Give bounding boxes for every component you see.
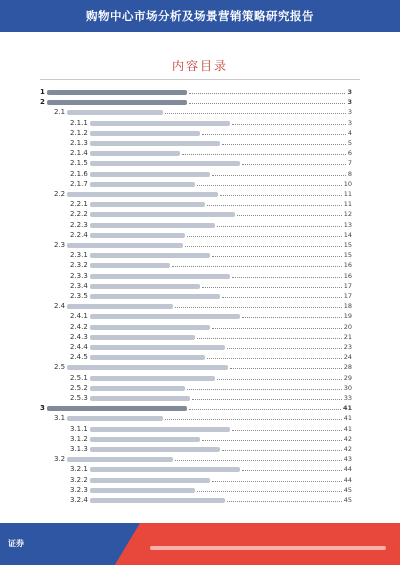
toc-entry-number: 2.4.5: [70, 353, 88, 362]
toc-entry-number: 2.1.4: [70, 149, 88, 158]
toc-entry-label: [54, 241, 184, 249]
toc-entry-page: 30: [343, 383, 352, 392]
toc-entry-page: 3: [347, 88, 352, 96]
toc-entry-number: 2.2.2: [70, 210, 88, 219]
toc-entry-text-placeholder: [90, 467, 240, 472]
toc-entry-label: [70, 231, 186, 239]
toc-entry[interactable]: [40, 168, 352, 178]
toc-entry[interactable]: [40, 361, 352, 371]
toc-entry-text-placeholder: [90, 294, 220, 299]
toc-entry-page: 13: [343, 220, 352, 229]
toc-entry-text-placeholder: [90, 131, 200, 136]
toc-entry-page: 17: [343, 281, 352, 290]
toc-heading: 内容目录: [171, 59, 228, 73]
toc-leader-dots: [227, 500, 342, 502]
toc-entry-page: 29: [343, 373, 352, 382]
toc-entry-label: [54, 455, 174, 463]
toc-entry-text-placeholder: [90, 172, 210, 177]
report-title: 购物中心市场分析及场景营销策略研究报告: [86, 9, 314, 23]
toc-leader-dots: [182, 153, 346, 155]
toc-entry[interactable]: [40, 331, 352, 341]
toc-entry-text-placeholder: [90, 447, 220, 452]
toc-entry-text-placeholder: [90, 263, 170, 268]
toc-entry-text-placeholder: [90, 325, 210, 330]
toc-entry-page: 3: [347, 118, 352, 127]
toc-entry-label: [54, 108, 164, 116]
toc-entry-text-placeholder: [90, 223, 215, 228]
toc-entry-number: 3.2.4: [70, 496, 88, 504]
toc-entry-text-placeholder: [90, 233, 185, 238]
toc-entry-label: [70, 149, 181, 157]
toc-entry-number: 2.2: [54, 190, 66, 198]
toc-entry-page: 23: [343, 343, 352, 351]
toc-entry-page: 11: [343, 190, 352, 198]
toc-entry-label: [70, 353, 206, 361]
toc-entry-page: 3: [347, 98, 352, 107]
toc-entry-text-placeholder: [90, 478, 210, 483]
toc-entry-number: 2.1.7: [70, 179, 88, 188]
toc-leader-dots: [242, 469, 342, 471]
toc-entry-page: 7: [347, 159, 352, 168]
toc-entry-number: 2.1.2: [70, 128, 88, 137]
toc-entry-text-placeholder: [47, 406, 187, 411]
toc-entry[interactable]: [40, 351, 352, 361]
toc-entry-page: 28: [343, 363, 352, 372]
toc-entry[interactable]: [40, 86, 352, 96]
toc-entry[interactable]: [40, 321, 352, 331]
toc-entry-label: [40, 98, 188, 106]
toc-entry-number: 2.1: [54, 108, 66, 117]
toc-leader-dots: [165, 418, 341, 420]
toc-leader-dots: [165, 112, 345, 114]
toc-entry-text-placeholder: [90, 253, 210, 258]
toc-entry-text-placeholder: [67, 110, 163, 115]
toc-leader-dots: [212, 174, 346, 176]
toc-entry[interactable]: [40, 453, 352, 463]
toc-entry-number: 2.3.2: [70, 261, 88, 270]
toc-entry-label: [70, 261, 171, 269]
toc-list: [40, 86, 352, 506]
toc-leader-dots: [242, 316, 342, 318]
toc-leader-dots: [222, 296, 342, 298]
toc-entry[interactable]: [40, 382, 352, 392]
toc-entry-label: [54, 363, 229, 371]
toc-leader-dots: [175, 306, 341, 308]
toc-leader-dots: [232, 276, 342, 278]
toc-entry[interactable]: [40, 402, 352, 412]
toc-entry-page: 15: [343, 251, 352, 260]
toc-entry[interactable]: [40, 198, 352, 208]
toc-entry[interactable]: [40, 147, 352, 157]
toc-entry-page: 18: [343, 302, 352, 311]
toc-entry-number: 3.2.2: [70, 475, 88, 484]
toc-entry-number: 2.1.6: [70, 169, 88, 178]
toc-leader-dots: [242, 163, 346, 165]
toc-entry-page: 42: [343, 445, 352, 453]
toc-entry-text-placeholder: [67, 192, 218, 197]
toc-entry-text-placeholder: [90, 141, 220, 146]
toc-entry-number: 2.5.3: [70, 394, 88, 402]
toc-leader-dots: [189, 102, 345, 104]
toc-leader-dots: [217, 378, 342, 380]
toc-entry-number: 2.5.2: [70, 383, 88, 392]
toc-entry-number: 2.3: [54, 241, 66, 249]
toc-entry-number: 1: [40, 88, 45, 96]
toc-entry[interactable]: [40, 106, 352, 116]
toc-entry-text-placeholder: [90, 212, 235, 217]
toc-entry-label: [70, 435, 201, 443]
toc-leader-dots: [197, 337, 342, 339]
toc-entry-label: [70, 476, 211, 484]
toc-entry-text-placeholder: [90, 488, 195, 493]
toc-entry[interactable]: [40, 188, 352, 198]
toc-entry-label: [70, 486, 196, 494]
toc-entry-text-placeholder: [90, 427, 230, 432]
toc-entry-page: 42: [343, 434, 352, 443]
toc-entry[interactable]: [40, 157, 352, 167]
toc-divider: [40, 79, 360, 80]
toc-entry-label: [70, 425, 231, 433]
toc-entry-number: 2: [40, 98, 45, 107]
toc-entry-text-placeholder: [90, 498, 225, 503]
toc-entry-page: 8: [347, 169, 352, 178]
toc-entry-label: [70, 221, 216, 229]
toc-entry-page: 20: [343, 322, 352, 331]
toc-entry-page: 3: [347, 108, 352, 117]
toc-leader-dots: [222, 449, 342, 451]
toc-entry[interactable]: [40, 219, 352, 229]
toc-entry-page: 41: [343, 424, 352, 433]
toc-entry-text-placeholder: [67, 457, 173, 462]
toc-leader-dots: [220, 194, 341, 196]
toc-leader-dots: [207, 357, 342, 359]
toc-entry-page: 16: [343, 271, 352, 280]
toc-entry-text-placeholder: [67, 243, 183, 248]
toc-entry-number: 3.2.1: [70, 465, 88, 474]
toc-entry-page: 5: [347, 139, 352, 147]
toc-entry[interactable]: [40, 300, 352, 310]
toc-entry-number: 3.1.1: [70, 424, 88, 433]
toc-entry-page: 16: [343, 261, 352, 270]
toc-entry-text-placeholder: [67, 304, 173, 309]
toc-entry-label: [40, 88, 188, 96]
toc-entry-label: [70, 272, 231, 280]
toc-entry[interactable]: [40, 433, 352, 443]
footer-logo: 证券: [8, 539, 24, 548]
toc-entry-text-placeholder: [90, 345, 225, 350]
toc-entry-label: [70, 333, 196, 341]
toc-leader-dots: [212, 480, 342, 482]
toc-entry-page: 21: [343, 332, 352, 341]
toc-leader-dots: [189, 408, 341, 410]
footer-tagline-bar: [150, 546, 386, 550]
toc-entry-page: 12: [343, 210, 352, 219]
toc-entry-page: 45: [343, 485, 352, 494]
toc-leader-dots: [185, 245, 341, 247]
toc-entry-page: 4: [347, 128, 352, 137]
toc-entry-text-placeholder: [90, 335, 195, 340]
toc-entry-number: 3: [40, 404, 45, 413]
toc-entry-page: 11: [343, 200, 352, 209]
toc-entry[interactable]: [40, 412, 352, 422]
toc-entry[interactable]: [40, 259, 352, 269]
toc-entry[interactable]: [40, 178, 352, 188]
toc-leader-dots: [217, 225, 342, 227]
toc-entry-text-placeholder: [90, 314, 240, 319]
toc-entry[interactable]: [40, 127, 352, 137]
toc-entry-label: [70, 170, 211, 178]
toc-entry-label: [70, 323, 211, 331]
toc-leader-dots: [227, 347, 342, 349]
toc-entry-page: 33: [343, 394, 352, 402]
toc-entry[interactable]: [40, 484, 352, 494]
toc-entry-label: [70, 251, 211, 259]
toc-entry-text-placeholder: [47, 100, 187, 105]
toc-leader-dots: [197, 184, 342, 186]
toc-leader-dots: [230, 367, 341, 369]
toc-leader-dots: [175, 459, 341, 461]
toc-entry-number: 2.4.2: [70, 322, 88, 331]
toc-entry-text-placeholder: [90, 376, 215, 381]
toc-entry-number: 2.1.5: [70, 159, 88, 168]
toc-entry[interactable]: [40, 494, 352, 504]
toc-entry[interactable]: [40, 117, 352, 127]
toc-entry-label: [70, 312, 241, 320]
toc-entry-label: [70, 282, 201, 290]
toc-entry-page: 19: [343, 312, 352, 321]
toc-entry[interactable]: [40, 229, 352, 239]
toc-leader-dots: [232, 123, 346, 125]
toc-entry-label: [54, 190, 219, 198]
toc-entry-label: [70, 394, 191, 402]
toc-entry-text-placeholder: [90, 202, 205, 207]
toc-entry-label: [70, 200, 206, 208]
toc-entry-text-placeholder: [67, 365, 228, 370]
toc-entry[interactable]: [40, 249, 352, 259]
toc-entry-label: [70, 292, 221, 300]
toc-entry-page: 15: [343, 241, 352, 249]
toc-leader-dots: [222, 143, 346, 145]
toc-leader-dots: [212, 327, 342, 329]
toc-leader-dots: [212, 255, 342, 257]
toc-entry-number: 2.4.3: [70, 332, 88, 341]
toc-entry[interactable]: [40, 270, 352, 280]
toc-entry-page: 6: [347, 149, 352, 158]
toc-entry-label: [70, 343, 226, 351]
toc-entry-label: [54, 302, 174, 310]
toc-entry-text-placeholder: [90, 182, 195, 187]
toc-entry-number: 2.3.4: [70, 281, 88, 290]
toc-entry-page: 45: [343, 496, 352, 504]
toc-leader-dots: [187, 388, 342, 390]
toc-entry[interactable]: [40, 239, 352, 249]
toc-entry-number: 2.2.4: [70, 230, 88, 239]
toc-entry[interactable]: [40, 443, 352, 453]
toc-entry-label: [70, 139, 221, 147]
toc-entry-number: 2.4.1: [70, 312, 88, 321]
toc-entry-text-placeholder: [90, 121, 230, 126]
toc-entry-number: 2.3.5: [70, 292, 88, 300]
toc-entry-number: 2.2.3: [70, 220, 88, 229]
toc-entry[interactable]: [40, 341, 352, 351]
toc-entry[interactable]: [40, 392, 352, 402]
toc-entry-number: 2.2.1: [70, 200, 88, 209]
toc-entry-text-placeholder: [90, 151, 180, 156]
toc-entry-number: 2.5.1: [70, 373, 88, 382]
toc-entry-text-placeholder: [90, 355, 205, 360]
toc-entry[interactable]: [40, 474, 352, 484]
toc-entry-label: [70, 496, 226, 504]
toc-entry-text-placeholder: [90, 437, 200, 442]
toc-entry[interactable]: [40, 96, 352, 106]
toc-leader-dots: [202, 286, 342, 288]
toc-leader-dots: [202, 133, 346, 135]
toc-entry-label: [70, 129, 201, 137]
toc-entry-number: 2.4: [54, 302, 66, 311]
toc-entry-text-placeholder: [90, 386, 185, 391]
toc-entry-label: [70, 445, 221, 453]
toc-leader-dots: [192, 398, 342, 400]
toc-entry[interactable]: [40, 290, 352, 300]
toc-entry-label: [70, 384, 186, 392]
toc-entry-page: 41: [342, 404, 352, 413]
toc-entry-number: 2.1.3: [70, 139, 88, 147]
toc-entry-label: [70, 159, 241, 167]
toc-leader-dots: [232, 429, 342, 431]
toc-entry[interactable]: [40, 137, 352, 147]
toc-entry-text-placeholder: [67, 416, 163, 421]
toc-entry-page: 44: [343, 465, 352, 474]
toc-entry-number: 3.1.3: [70, 445, 88, 453]
toc-entry-text-placeholder: [90, 396, 190, 401]
toc-entry-label: [70, 210, 236, 218]
toc-leader-dots: [172, 265, 342, 267]
toc-entry[interactable]: [40, 208, 352, 218]
toc-leader-dots: [202, 439, 342, 441]
toc-entry-number: 2.5: [54, 363, 66, 372]
toc-entry-number: 3.1.2: [70, 434, 88, 443]
toc-entry-number: 2.3.3: [70, 271, 88, 280]
toc-leader-dots: [189, 92, 345, 94]
toc-leader-dots: [207, 204, 342, 206]
toc-leader-dots: [187, 235, 342, 237]
toc-entry-page: 14: [343, 230, 352, 239]
toc-entry-label: [70, 374, 216, 382]
toc-entry-page: 24: [343, 353, 352, 362]
toc-entry-page: 44: [343, 475, 352, 484]
toc-entry-page: 43: [343, 455, 352, 464]
toc-entry-label: [70, 180, 196, 188]
toc-entry[interactable]: [40, 310, 352, 320]
toc-entry-number: 3.2.3: [70, 485, 88, 494]
toc-entry-page: 10: [343, 179, 352, 188]
toc-entry-text-placeholder: [90, 274, 230, 279]
toc-entry-number: 2.4.4: [70, 343, 88, 351]
toc-entry[interactable]: [40, 372, 352, 382]
toc-entry-text-placeholder: [47, 90, 187, 95]
toc-entry[interactable]: [40, 463, 352, 473]
toc-entry[interactable]: [40, 423, 352, 433]
toc-entry-number: 3.1: [54, 414, 66, 423]
toc-entry-label: [40, 404, 188, 412]
toc-entry-number: 2.3.1: [70, 251, 88, 260]
toc-entry-label: [70, 465, 241, 473]
toc-entry-page: 41: [343, 414, 352, 423]
toc-entry-label: [70, 119, 231, 127]
toc-entry[interactable]: [40, 280, 352, 290]
toc-entry-number: 3.2: [54, 455, 66, 464]
toc-leader-dots: [197, 490, 342, 492]
toc-entry-number: 2.1.1: [70, 118, 88, 127]
toc-leader-dots: [237, 214, 342, 216]
toc-entry-text-placeholder: [90, 284, 200, 289]
toc-entry-label: [54, 414, 164, 422]
toc-entry-text-placeholder: [90, 161, 240, 166]
toc-entry-page: 17: [343, 292, 352, 300]
